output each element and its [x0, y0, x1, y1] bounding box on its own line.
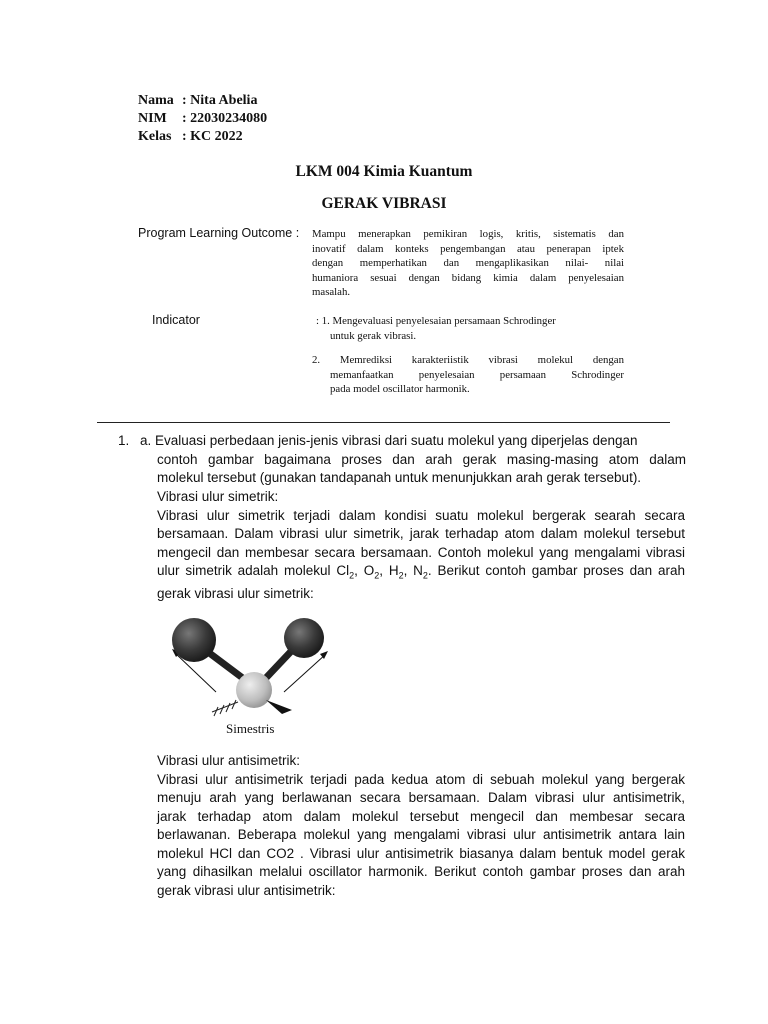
antisymmetric-heading: Vibrasi ulur antisimetrik: — [157, 753, 301, 768]
antisymmetric-section — [157, 752, 685, 900]
molecules-suffix: Berikut contoh gambar proses dan arah — [431, 563, 685, 578]
name-row — [138, 92, 267, 110]
symmetric-molecules-line — [157, 562, 685, 585]
class-row — [138, 128, 267, 146]
indicator-line: 2. Memrediksi karakteriistik vibrasi molekul dengan — [312, 354, 624, 366]
class-label: Kelas — [138, 129, 172, 144]
molecule-cl2: $Cl_2$, — [336, 563, 364, 581]
plo-line: masalah. — [312, 286, 351, 299]
symmetric-line: gerak vibrasi ulur simetrik: — [157, 586, 314, 602]
molecule-o2: $O_2$, — [363, 563, 389, 581]
question-line: contoh gambar bagaimana proses dan arah gerak masing-masing atom dalam — [157, 451, 686, 467]
plo-line: inovatif dalam konteks pengembangan atau penerapan iptek — [312, 242, 624, 255]
antisymmetric-line: Vibrasi ulur antisimetrik terjadi pada kedua atom di sebuah molekul yang bergerak — [157, 771, 685, 787]
plo-line: humaniora sesuai dengan bidang kimia dalam penyelesaian — [312, 271, 624, 284]
indicator-line: untuk gerak vibrasi. — [330, 329, 417, 342]
plo-label: Program Learning Outcome : — [138, 226, 300, 240]
atom-center — [236, 672, 272, 708]
indicator-line: memanfaatkan penyelesaian persamaan Schrodinger — [330, 368, 624, 381]
antisymmetric-line: menuju arah yang berlawanan secara bersamaan. Dalam vibrasi ulur antisimetrik, — [157, 790, 685, 805]
symmetric-line: bersamaan. Dalam vibrasi ulur simetrik, jarak terhadap atom dalam molekul tersebut — [157, 526, 685, 541]
antisymmetric-line: yang dihasilkan melalui oscillator harmonik. Berikut contoh gambar proses dan arah — [157, 864, 685, 879]
antisymmetric-line: molekul HCl dan CO2 . Vibrasi ulur antisimetrik biasanya dalam bentuk model gerak — [157, 845, 685, 861]
antisymmetric-line: gerak vibrasi ulur antisimetrik: — [157, 882, 336, 898]
symmetric-vibration-figure — [160, 608, 340, 738]
molecule-h2: $H_2$, — [388, 563, 414, 581]
symmetric-line: mengecil dan membesar secara bersamaan. Contoh molekul yang mengalami vibrasi — [157, 544, 685, 560]
solid-wedge-icon — [266, 700, 292, 714]
nim-row — [138, 110, 267, 128]
class-value: : KC 2022 — [182, 129, 243, 144]
question-number: 1. — [118, 433, 130, 448]
symmetric-section — [157, 488, 685, 604]
document-subtitle: GERAK VIBRASI — [321, 195, 447, 212]
indicator-line: : 1. Mengevaluasi penyelesaian persamaan Schrodinger — [316, 315, 556, 327]
plo-line: Mampu menerapkan pemikiran logis, kritis, sistematis dan — [312, 228, 624, 240]
indicator-label: Indicator — [152, 313, 200, 327]
plo-text — [312, 227, 624, 300]
plo-line: dengan memperhatikan dan mengaplikasikan nilai- nilai — [312, 257, 624, 270]
atom-left — [172, 618, 216, 662]
question-line: molekul tersebut (gunakan tandapanah untuk menunjukkan arah gerak tersebut). — [157, 470, 642, 485]
symmetric-line: Vibrasi ulur simetrik terjadi dalam kondisi suatu molekul bergerak searah secara — [157, 507, 685, 523]
atom-right — [284, 618, 324, 658]
name-label: Nama — [138, 93, 174, 108]
student-info — [138, 92, 267, 146]
nim-label: NIM — [138, 111, 167, 126]
molecules-prefix: ulur simetrik adalah molekul — [157, 563, 337, 578]
question-text — [140, 432, 686, 488]
figure-caption: Simestris — [226, 721, 275, 736]
question-line: a. Evaluasi perbedaan jenis-jenis vibrasi dari suatu molekul yang diperjelas dengan — [140, 433, 638, 448]
symmetric-heading: Vibrasi ulur simetrik: — [157, 489, 279, 504]
hashed-wedge-icon — [212, 700, 238, 716]
indicator-item-1 — [316, 314, 624, 343]
indicator-line: pada model oscillator harmonik. — [330, 383, 470, 396]
document-title: LKM 004 Kimia Kuantum — [295, 163, 473, 180]
antisymmetric-line: jarak terhadap atom dalam molekul tersebut mengecil dan membesar secara — [157, 808, 685, 824]
nim-value: : 22030234080 — [182, 111, 268, 126]
antisymmetric-line: berlawanan. Beberapa molekul yang mengalami vibrasi ulur antisimetrik antara lain — [157, 827, 685, 842]
molecule-n2: $N_2$. — [413, 563, 432, 581]
horizontal-divider — [97, 422, 670, 423]
name-value: : Nita Abelia — [182, 93, 258, 108]
indicator-item-2 — [312, 353, 624, 397]
